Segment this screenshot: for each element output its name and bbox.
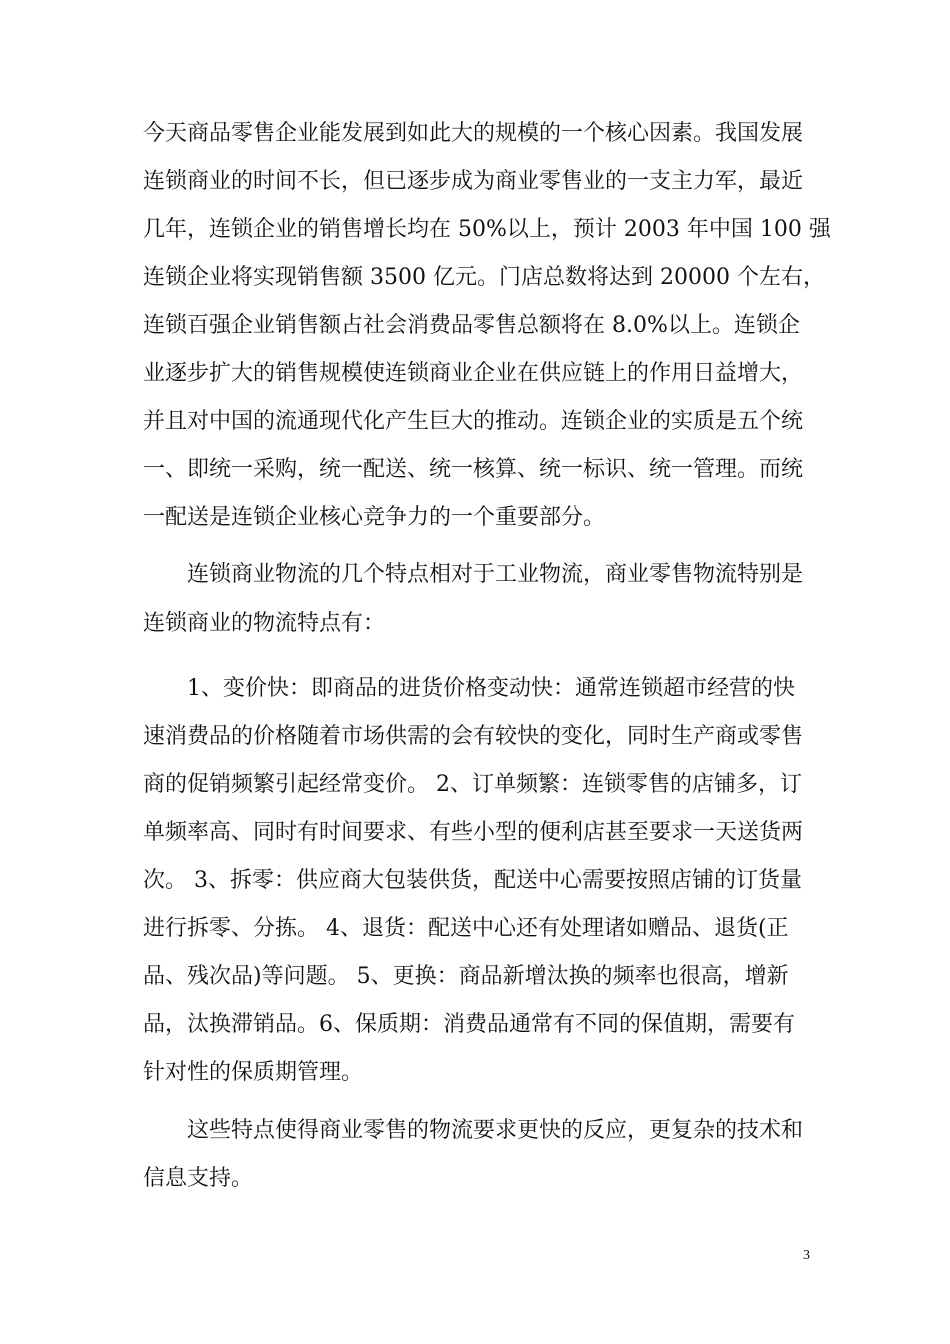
- text-line: 商的促销频繁引起经常变价。 2、订单频繁：连锁零售的店铺多，订: [143, 772, 802, 797]
- text-line: 单频率高、同时有时间要求、有些小型的便利店甚至要求一天送货两: [143, 820, 804, 845]
- text-line: 信息支持。: [143, 1166, 254, 1191]
- text-line: 业逐步扩大的销售规模使连锁商业企业在供应链上的作用日益增大，: [143, 361, 804, 386]
- text-line: 连锁商业的物流特点有：: [143, 611, 386, 636]
- text-line: 几年，连锁企业的销售增长均在 50%以上，预计 2003 年中国 100 强: [143, 217, 831, 242]
- text-line: 并且对中国的流通现代化产生巨大的推动。连锁企业的实质是五个统: [143, 409, 804, 434]
- text-line: 一、即统一采购，统一配送、统一核算、统一标识、统一管理。而统: [143, 457, 804, 482]
- page-number: 3: [803, 1248, 810, 1263]
- text-line: 连锁百强企业销售额占社会消费品零售总额将在 8.0%以上。连锁企: [143, 313, 800, 338]
- text-line: 针对性的保质期管理。: [143, 1060, 364, 1085]
- text-line: 连锁商业的时间不长，但已逐步成为商业零售业的一支主力军，最近: [143, 169, 804, 194]
- text-line: 一配送是连锁企业核心竞争力的一个重要部分。: [143, 505, 606, 530]
- text-line: 今天商品零售企业能发展到如此大的规模的一个核心因素。我国发展: [143, 121, 804, 146]
- text-line: 次。 3、拆零：供应商大包装供货，配送中心需要按照店铺的订货量: [143, 868, 802, 893]
- text-line: 1、变价快：即商品的进货价格变动快：通常连锁超市经营的快: [187, 676, 795, 701]
- text-line: 品、残次品)等问题。 5、更换：商品新增汰换的频率也很高，增新: [143, 964, 789, 989]
- text-line: 速消费品的价格随着市场供需的会有较快的变化，同时生产商或零售: [143, 724, 804, 749]
- text-line: 连锁企业将实现销售额 3500 亿元。门店总数将达到 20000 个左右，: [143, 265, 825, 290]
- text-line: 品，汰换滞销品。6、保质期：消费品通常有不同的保值期，需要有: [143, 1012, 795, 1037]
- text-line: 连锁商业物流的几个特点相对于工业物流，商业零售物流特别是: [187, 562, 804, 587]
- text-line: 这些特点使得商业零售的物流要求更快的反应，更复杂的技术和: [187, 1118, 804, 1143]
- text-line: 进行拆零、分拣。 4、退货：配送中心还有处理诸如赠品、退货(正: [143, 916, 789, 941]
